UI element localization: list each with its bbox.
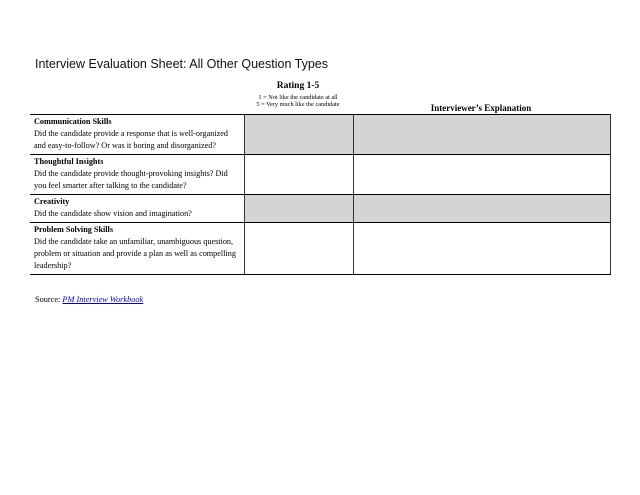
page-title: Interview Evaluation Sheet: All Other Question Types <box>35 57 328 71</box>
source-citation <box>35 295 143 304</box>
question-text: Did the candidate take an unfamiliar, unambiguous question, problem or situation and provide a plan as well as compelling leadership? <box>34 237 236 270</box>
source-link[interactable]: PM Interview Workbook <box>62 295 144 304</box>
rating-input-cell[interactable] <box>244 115 353 155</box>
question-title: Thoughtful Insights <box>34 157 104 166</box>
evaluation-table <box>30 114 611 275</box>
table-row-problem-solving-skills <box>30 223 610 275</box>
rating-column-header <box>244 82 352 109</box>
rating-scale-low-note: 1 = Not like the candidate at all <box>258 93 338 101</box>
source-label: Source: <box>35 295 63 304</box>
question-cell <box>30 195 244 223</box>
question-text: Did the candidate show vision and imagination? <box>34 209 192 218</box>
rating-header-title: Rating 1-5 <box>276 81 320 91</box>
explanation-input-cell[interactable] <box>353 115 610 155</box>
question-title: Problem Solving Skills <box>34 225 114 234</box>
rating-input-cell[interactable] <box>244 195 353 223</box>
rating-scale-high-note: 5 = Very much like the candidate <box>256 101 340 109</box>
explanation-input-cell[interactable] <box>353 195 610 223</box>
question-cell <box>30 155 244 195</box>
question-text: Did the candidate provide a response that is well-organized and easy-to-follow? Or was it boring and disorganized? <box>34 129 229 150</box>
rating-input-cell[interactable] <box>244 223 353 275</box>
rating-input-cell[interactable] <box>244 155 353 195</box>
question-title: Creativity <box>34 197 70 206</box>
table-row-communication-skills <box>30 115 610 155</box>
question-title: Communication Skills <box>34 117 112 126</box>
explanation-column-header: Interviewer’s Explanation <box>430 103 532 113</box>
table-row-creativity <box>30 195 610 223</box>
question-cell <box>30 115 244 155</box>
question-text: Did the candidate provide thought-provoking insights? Did you feel smarter after talking to the candidate? <box>34 169 228 190</box>
explanation-input-cell[interactable] <box>353 155 610 195</box>
table-row-thoughtful-insights <box>30 155 610 195</box>
question-cell <box>30 223 244 275</box>
explanation-input-cell[interactable] <box>353 223 610 275</box>
